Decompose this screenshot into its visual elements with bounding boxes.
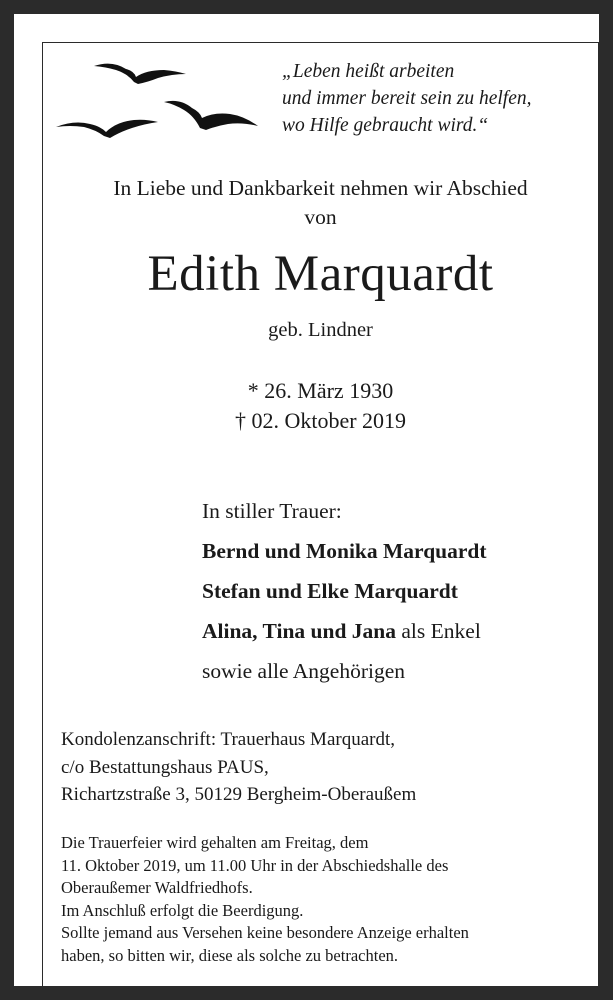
address-line: c/o Bestattungshaus PAUS,	[61, 756, 269, 778]
notice-line: Oberaußemer Waldfriedhofs.	[61, 878, 253, 897]
intro-line-2: von	[304, 205, 337, 229]
grandchildren-names: Alina, Tina und Jana	[202, 619, 397, 643]
notice-line: 11. Oktober 2019, um 11.00 Uhr in der Abschiedshalle des	[61, 855, 449, 875]
mourner-family-1	[202, 531, 487, 571]
quote-line: wo Hilfe gebraucht wird.“	[282, 115, 489, 136]
life-dates	[42, 376, 599, 436]
address-line: Richartzstraße 3, 50129 Bergheim-Oberaußem	[61, 784, 417, 805]
condolence-address	[61, 726, 416, 809]
intro-line-1: In Liebe und Dankbarkeit nehmen wir Abschied	[113, 176, 528, 200]
mourners-block	[202, 493, 487, 691]
grandchildren-role: als Enkel	[396, 619, 481, 643]
intro-text	[42, 174, 599, 232]
mourner-grandchildren	[202, 611, 487, 651]
mourners-heading: In stiller Trauer:	[202, 499, 342, 523]
mourner-name: Stefan und Elke Marquardt	[202, 579, 458, 603]
quote-line: „Leben heißt arbeiten	[282, 61, 455, 82]
maiden-name: geb. Lindner	[268, 319, 373, 341]
mourner-others: sowie alle Angehörigen	[202, 659, 406, 683]
mourner-name: Bernd und Monika Marquardt	[202, 539, 487, 563]
notice-line: haben, so bitten wir, diese als solche zu betrachten.	[61, 945, 399, 965]
flying-birds-icon	[54, 52, 269, 147]
deceased-name: Edith Marquardt	[147, 246, 494, 302]
birth-date: * 26. März 1930	[247, 378, 394, 403]
notice-line: Im Anschluß erfolgt die Beerdigung.	[61, 900, 304, 920]
quote-line: und immer bereit sein zu helfen,	[282, 88, 532, 109]
notice-line: Sollte jemand aus Versehen keine besondere Anzeige erhalten	[61, 923, 469, 942]
quote-block	[282, 58, 602, 139]
death-date: † 02. Oktober 2019	[234, 408, 407, 433]
funeral-notice	[61, 832, 469, 967]
address-line: Kondolenzanschrift: Trauerhaus Marquardt,	[61, 729, 396, 750]
notice-line: Die Trauerfeier wird gehalten am Freitag, dem	[61, 833, 369, 852]
mourner-family-2	[202, 571, 487, 611]
